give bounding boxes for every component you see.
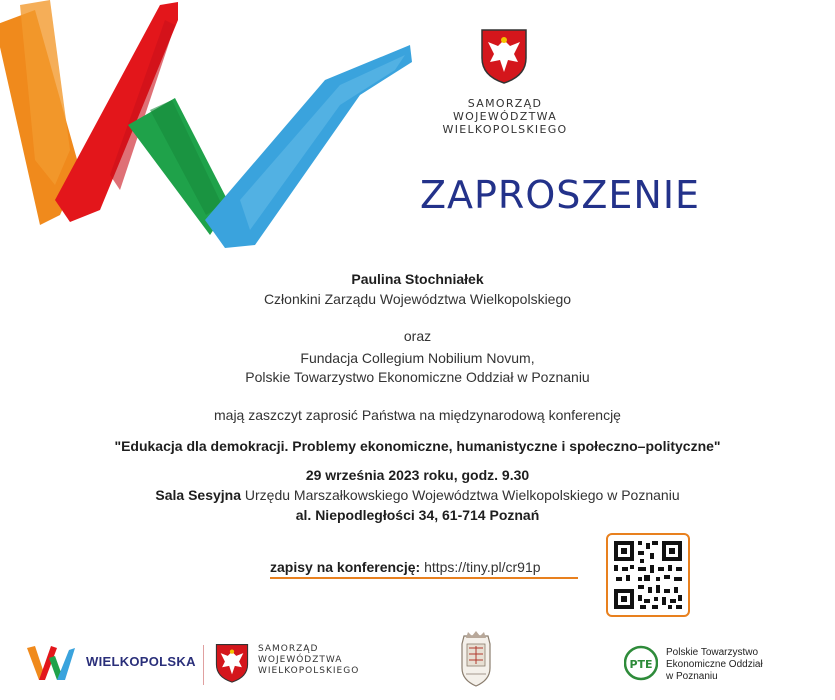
venue (0, 487, 835, 503)
org-name-line: WIELKOPOLSKIEGO (442, 123, 568, 136)
wielkopolska-w-logo (25, 640, 77, 684)
eagle-crest-icon (215, 643, 249, 683)
registration-label: zapisy na konferencję: (270, 559, 421, 575)
wielkopolska-brush-graphic (0, 0, 420, 270)
address: al. Niepodległości 34, 61-714 Poznań (295, 507, 540, 523)
pte-name-line: Polskie Towarzystwo (666, 647, 759, 658)
pte-name-line: Ekonomiczne Oddział (666, 659, 763, 670)
co-host: Polskie Towarzystwo Ekonomiczne Oddział w Poznaniu (245, 369, 590, 385)
page-title: ZAPROSZENIE (419, 173, 701, 217)
date-time: 29 września 2023 roku, godz. 9.30 (305, 467, 530, 483)
pte-logo (624, 645, 658, 681)
org-name-line: SAMORZĄD (467, 97, 543, 110)
pte-name-line: w Poznaniu (666, 671, 718, 682)
university-seal (456, 630, 496, 688)
conjunction: oraz (403, 328, 432, 344)
qr-code-graphic (608, 535, 688, 615)
host-role: Członkini Zarządu Województwa Wielkopolskiego (263, 291, 572, 307)
wielkopolska-brand-text: WIELKOPOLSKA (86, 654, 196, 669)
org-name-line: WOJEWÓDZTWA (258, 655, 343, 665)
invite-text: mają zaszczyt zaprosić Państwa na międzynarodową konferencję (214, 407, 621, 423)
venue-detail: Urzędu Marszałkowskiego Województwa Wielkopolskiego w Poznaniu (244, 487, 680, 503)
footer-divider (203, 645, 204, 685)
org-name-line: WIELKOPOLSKIEGO (258, 666, 360, 676)
conference-title: "Edukacja dla demokracji. Problemy ekonomiczne, humanistyczne i społeczno–polityczne" (114, 438, 721, 454)
eagle-crest-icon (480, 28, 528, 84)
organization-name (440, 97, 570, 136)
registration-link[interactable]: https://tiny.pl/cr91p (424, 559, 541, 575)
qr-code[interactable] (606, 533, 690, 617)
pte-name (666, 647, 763, 683)
org-name-line: WOJEWÓDZTWA (452, 110, 558, 123)
venue-name: Sala Sesyjna (155, 487, 241, 503)
org-name-line: SAMORZĄD (258, 644, 319, 654)
svg-text:PTE: PTE (629, 658, 653, 671)
registration-underline (270, 577, 578, 579)
co-host: Fundacja Collegium Nobilium Novum, (300, 350, 535, 366)
host-name: Paulina Stochniałek (351, 271, 484, 287)
registration-line (270, 559, 541, 575)
footer-organization-name (258, 644, 359, 677)
